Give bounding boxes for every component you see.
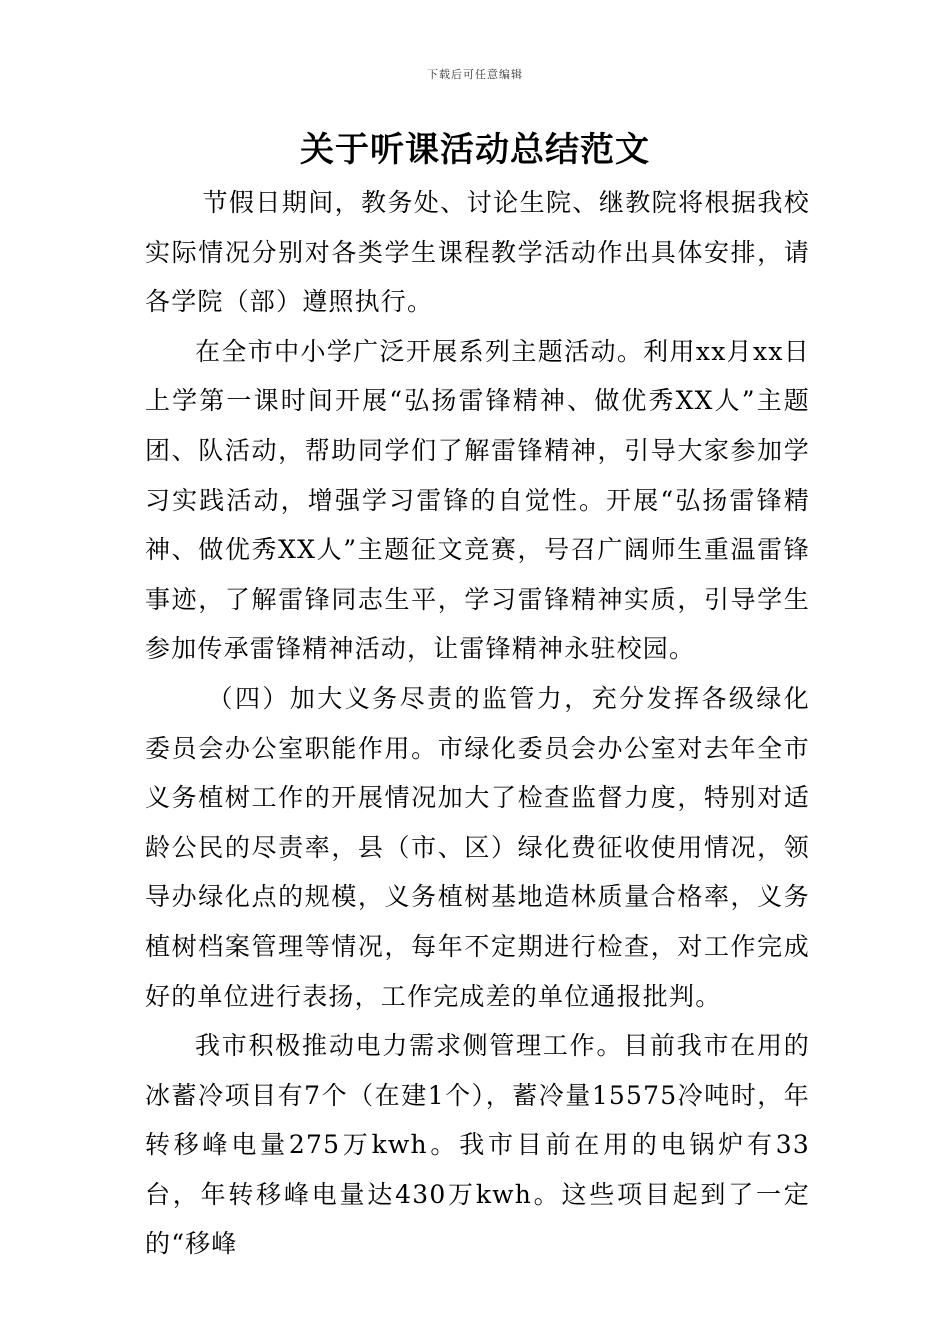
paragraph-3: （四）加大义务尽责的监管力，充分发挥各级绿化委员会办公室职能作用。市绿化委员会办公室对去年全市义务植树工作的开展情况加大了检查监督力度，特别对适龄公民的尽责率，县（市、区）绿化费征收使用情况，领导办绿化点的规模，义务植树基地造林质量合格率，义务植树档案管理等情况，每年不定期进行检查，对工作完成好的单位进行表扬，工作完成差的单位通报批判。 bbox=[145, 683, 810, 1011]
page-header-note: 下载后可任意编辑 bbox=[427, 68, 523, 81]
paragraph-4: 我市积极推动电力需求侧管理工作。目前我市在用的冰蓄冷项目有7个（在建1个），蓄冷量15575冷吨时，年转移峰电量275万kwh。我市目前在用的电锅炉有33台，年转移峰电量达430万kwh。这些项目起到了一定的“移峰 bbox=[145, 1031, 810, 1259]
paragraph-2: 在全市中小学广泛开展系列主题活动。利用xx月xx日上学第一课时间开展“弘扬雷锋精神、做优秀XX人”主题团、队活动，帮助同学们了解雷锋精神，引导大家参加学习实践活动，增强学习雷锋的自觉性。开展“弘扬雷锋精神、做优秀XX人”主题征文竞赛，号召广阔师生重温雷锋事迹，了解雷锋同志生平，学习雷锋精神实质，引导学生参加传承雷锋精神活动，让雷锋精神永驻校园。 bbox=[145, 336, 810, 664]
document-body bbox=[145, 178, 810, 1269]
paragraph-1: 节假日期间，教务处、讨论生院、继教院将根据我校实际情况分别对各类学生课程教学活动作出具体安排，请各学院（部）遵照执行。 bbox=[145, 188, 810, 317]
document-title: 关于听课活动总结范文 bbox=[300, 130, 650, 170]
